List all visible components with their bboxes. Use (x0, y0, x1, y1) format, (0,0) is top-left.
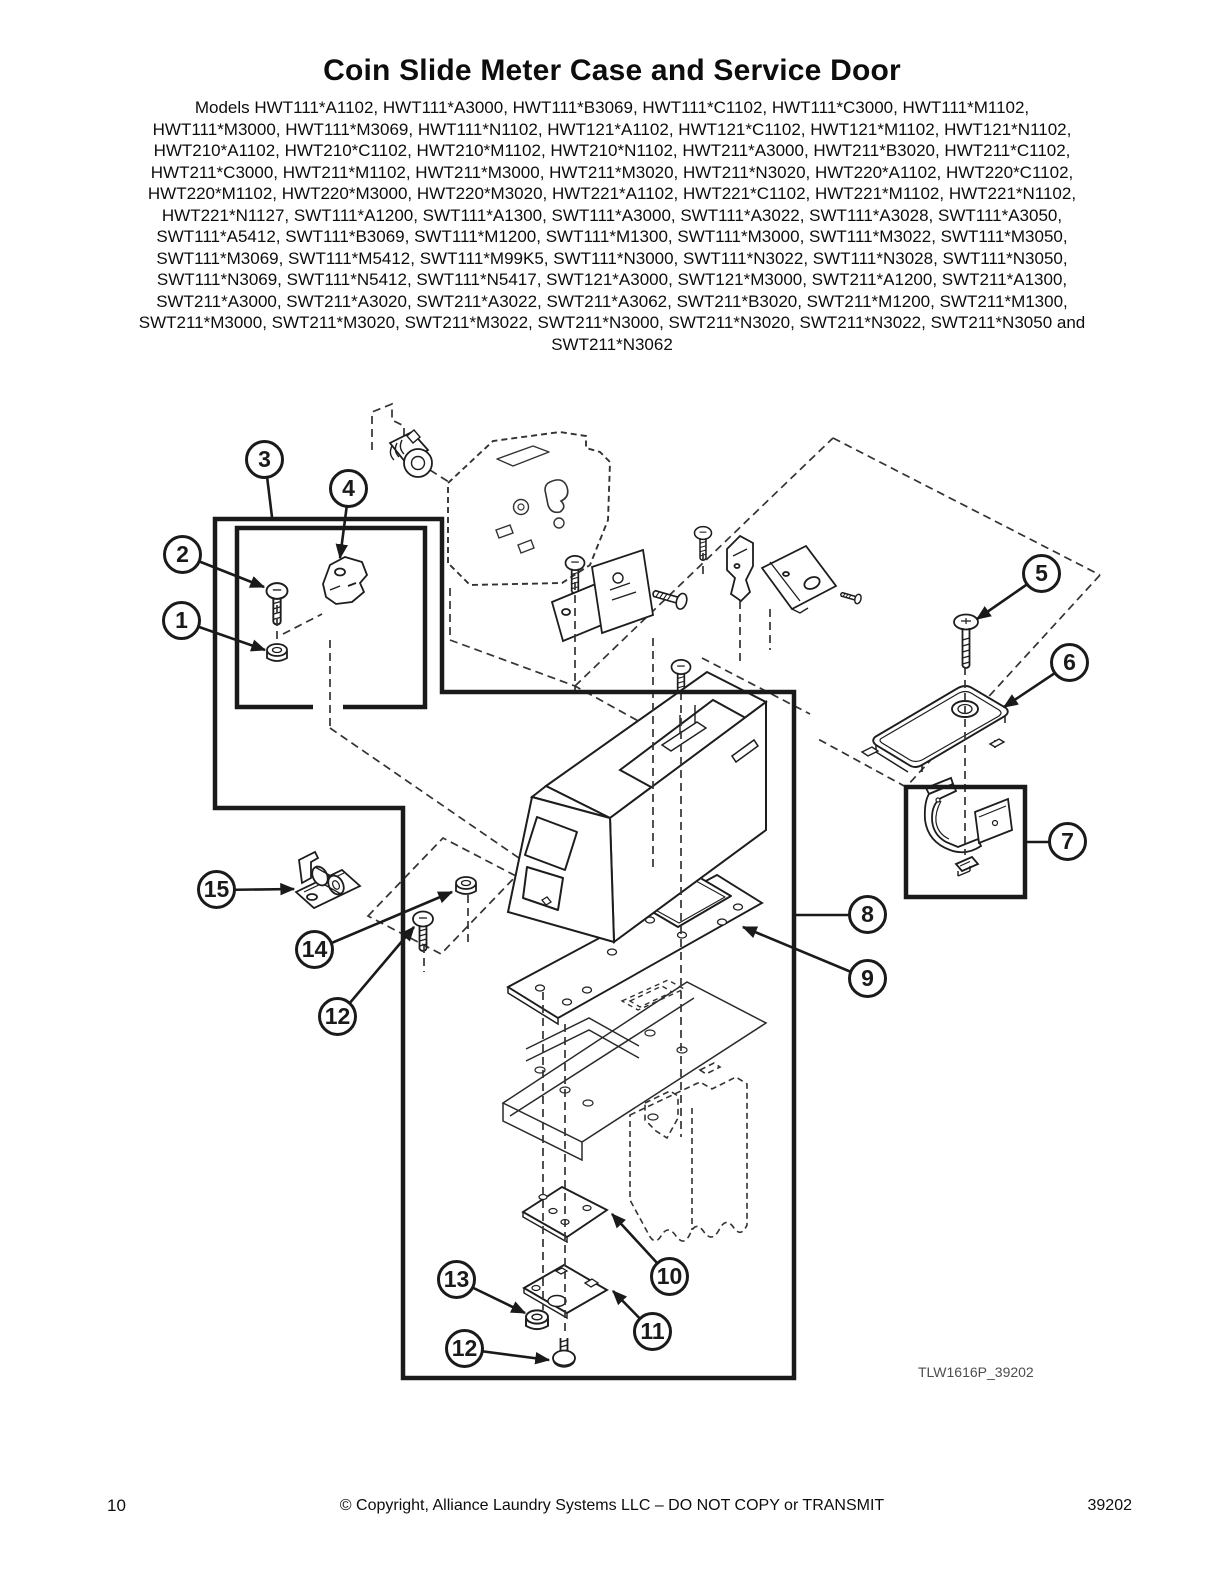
callout-5: 5 (1022, 554, 1061, 593)
page-title: Coin Slide Meter Case and Service Door (323, 54, 901, 87)
callout-8: 8 (848, 895, 887, 934)
callout-7: 7 (1048, 822, 1087, 861)
callout-12: 12 (318, 997, 357, 1036)
models-list (0, 97, 1224, 355)
callout-14: 14 (295, 930, 334, 969)
models-line: HWT221*N1127, SWT111*A1200, SWT111*A1300, SWT111*A3000, SWT111*A3022, SWT111*A3028, SWT111*A3050, (161, 205, 1063, 225)
models-line: SWT111*A5412, SWT111*B3069, SWT111*M1200, SWT111*M1300, SWT111*M3000, SWT111*M3022, SWT111*M3050, (156, 227, 1068, 246)
callout-12: 12 (445, 1329, 484, 1368)
callout-1: 1 (162, 601, 201, 640)
page-header (0, 54, 1224, 355)
figure-code: TLW1616P_39202 (918, 1364, 1034, 1380)
models-line: SWT211*A3000, SWT211*A3020, SWT211*A3022, SWT211*A3062, SWT211*B3020, SWT211*M1200, SWT211*M1300, (156, 291, 1068, 311)
copyright-notice: © Copyright, Alliance Laundry Systems LLC – DO NOT COPY or TRANSMIT (339, 1497, 885, 1514)
callout-9: 9 (848, 959, 887, 998)
callout-15: 15 (197, 870, 236, 909)
callout-6: 6 (1050, 643, 1089, 682)
callout-2: 2 (163, 535, 202, 574)
models-line: SWT111*N3069, SWT111*N5412, SWT111*N5417, SWT121*A3000, SWT121*M3000, SWT211*A1200, SWT211*A1300, (156, 270, 1068, 289)
models-line: SWT211*M3000, SWT211*M3020, SWT211*M3022, SWT211*N3000, SWT211*N3020, SWT211*N3022, SWT211*N3050 and (138, 313, 1086, 332)
models-line: HWT211*C3000, HWT211*M1102, HWT211*M3000, HWT211*M3020, HWT211*N3020, HWT220*A1102, HWT220*C1102, (150, 162, 1074, 182)
models-line: HWT111*M3000, HWT111*M3069, HWT111*N1102, HWT121*A1102, HWT121*C1102, HWT121*M1102, HWT121*N1102, (152, 119, 1072, 139)
models-line: HWT210*A1102, HWT210*C1102, HWT210*M1102, HWT210*N1102, HWT211*A3000, HWT211*B3020, HWT211*C1102, (153, 141, 1071, 160)
document-number: 39202 (1087, 1497, 1132, 1514)
models-line: HWT220*M1102, HWT220*M3000, HWT220*M3020, HWT221*A1102, HWT221*C1102, HWT221*M1102, HWT221*N1102, (147, 184, 1077, 203)
models-line: SWT111*M3069, SWT111*M5412, SWT111*M99K5, SWT111*N3000, SWT111*N3022, SWT111*N3028, SWT111*N3050, (156, 248, 1068, 268)
callout-10: 10 (650, 1257, 689, 1296)
page-footer (0, 1496, 1224, 1536)
callout-11: 11 (633, 1312, 672, 1351)
models-line: Models HWT111*A1102, HWT111*A3000, HWT111*B3069, HWT111*C1102, HWT111*C3000, HWT111*M1102, (194, 98, 1030, 117)
callout-4: 4 (329, 469, 368, 508)
models-line: SWT211*N3062 (551, 334, 673, 354)
callout-13: 13 (437, 1260, 476, 1299)
callout-3: 3 (245, 440, 284, 479)
page-number: 10 (107, 1496, 126, 1515)
